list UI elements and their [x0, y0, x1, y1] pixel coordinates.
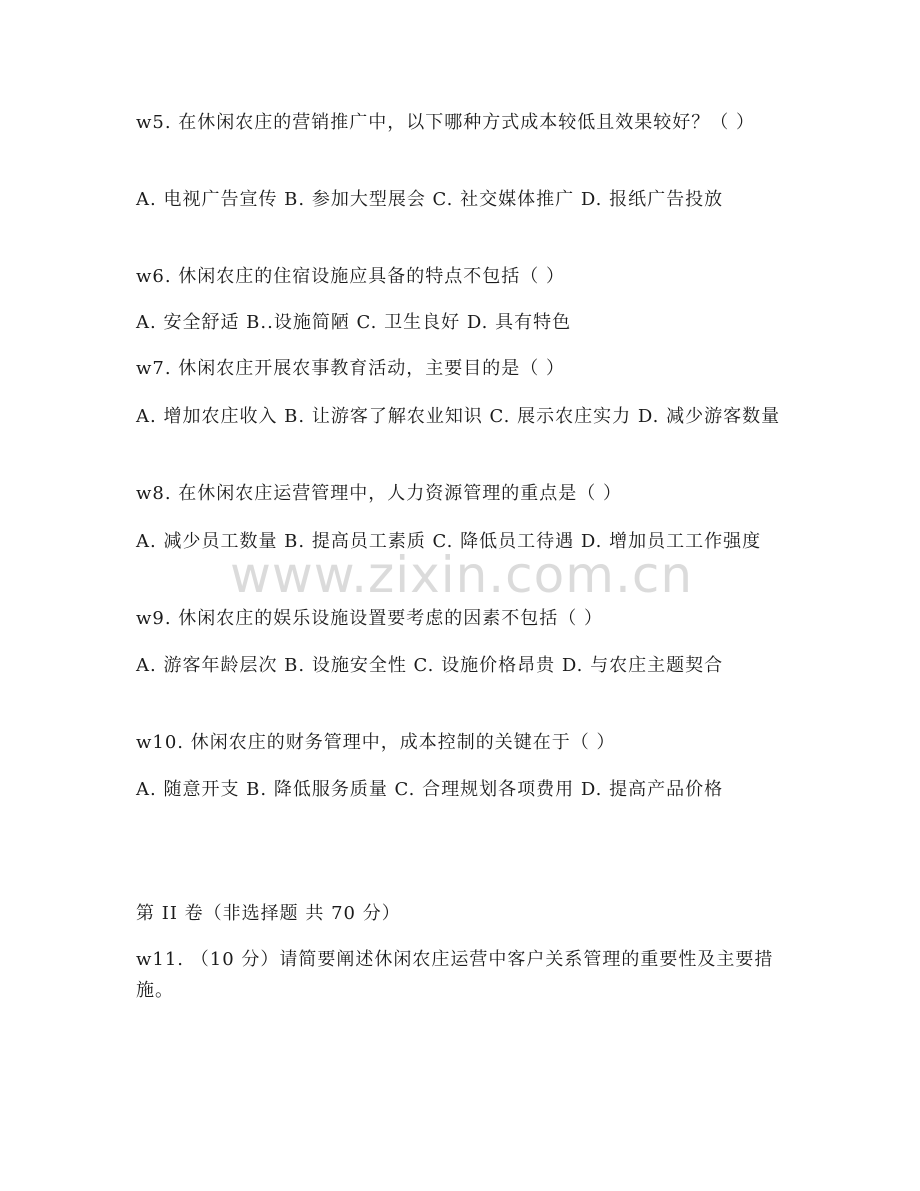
- question-stem: w5. 在休闲农庄的营销推广中，以下哪种方式成本较低且效果较好？（ ）: [136, 112, 756, 133]
- question-stem: w9. 休闲农庄的娱乐设施设置要考虑的因素不包括（ ）: [136, 608, 604, 629]
- question-stem: w8. 在休闲农庄运营管理中，人力资源管理的重点是（ ）: [136, 483, 623, 504]
- question-stem: w7. 休闲农庄开展农事教育活动，主要目的是（ ）: [136, 358, 566, 379]
- question-stem: w10. 休闲农庄的财务管理中，成本控制的关键在于（ ）: [136, 732, 616, 753]
- question-options: A. 游客年龄层次 B. 设施安全性 C. 设施价格昂贵 D. 与农庄主题契合: [136, 655, 724, 676]
- watermark: www.zixin.com.cn: [230, 546, 694, 604]
- question-options: A. 随意开支 B. 降低服务质量 C. 合理规划各项费用 D. 提高产品价格: [136, 779, 724, 800]
- question-options: A. 电视广告宣传 B. 参加大型展会 C. 社交媒体推广 D. 报纸广告投放: [136, 189, 724, 210]
- question-options: A. 安全舒适 B..设施简陋 C. 卫生良好 D. 具有特色: [136, 312, 572, 333]
- question-options: A. 增加农庄收入 B. 让游客了解农业知识 C. 展示农庄实力 D. 减少游客数量: [136, 406, 781, 427]
- question-stem: w6. 休闲农庄的住宿设施应具备的特点不包括（ ）: [136, 266, 566, 287]
- question-options: A. 减少员工数量 B. 提高员工素质 C. 降低员工待遇 D. 增加员工工作强度: [136, 531, 762, 552]
- section-title: 第 II 卷（非选择题 共 70 分）: [136, 903, 401, 924]
- essay-question: w11. （10 分）请简要阐述休闲农庄运营中客户关系管理的重要性及主要措施。: [136, 949, 774, 1001]
